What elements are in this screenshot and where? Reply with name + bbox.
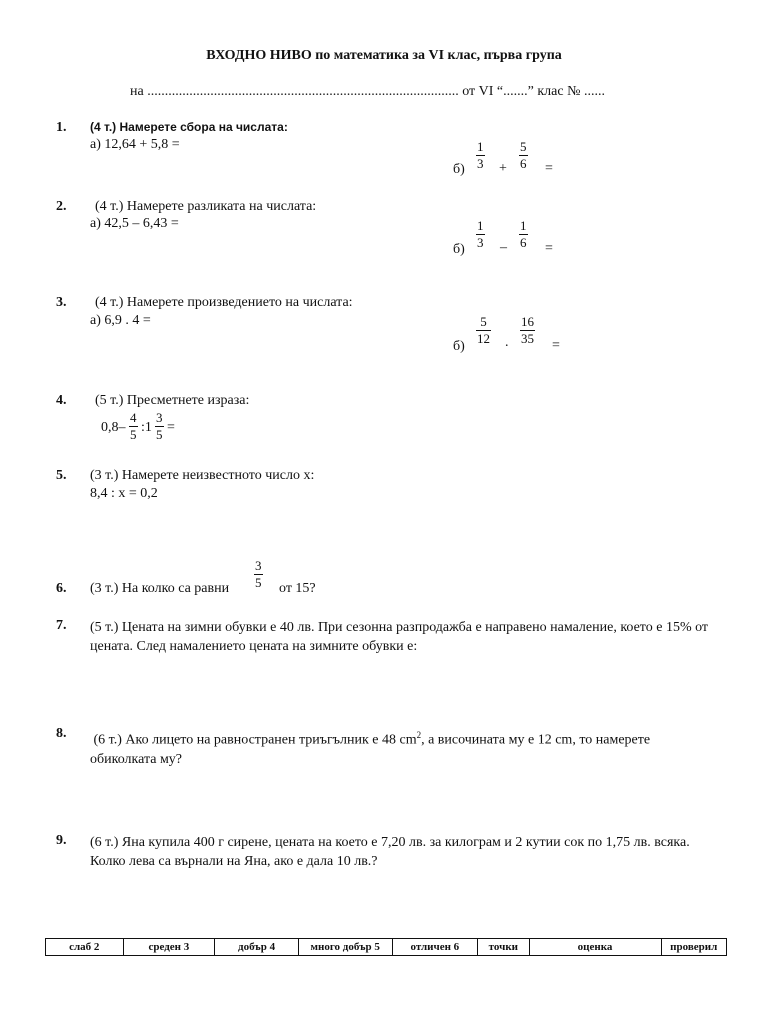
class-number-dots: ...... [583, 84, 605, 99]
task-part-b-label: б) [453, 242, 465, 257]
fraction [254, 558, 263, 591]
grade-cell: отличен 6 [392, 939, 478, 956]
task-number: 6. [56, 581, 67, 596]
grade-table [45, 938, 727, 956]
grade-cell: оценка [529, 939, 661, 956]
equals-sign: = [552, 338, 560, 353]
task-text: (4 т.) Намерете сбора на числата: [90, 120, 288, 134]
numerator: 5 [520, 139, 527, 154]
name-prefix: на [130, 84, 144, 99]
grade-cell: добър 4 [215, 939, 299, 956]
task-part-a: 8,4 : x = 0,2 [90, 486, 158, 501]
denominator: 5 [255, 575, 262, 590]
table-row [46, 939, 727, 956]
numerator: 1 [477, 139, 484, 154]
grade-cell: много добър 5 [298, 939, 392, 956]
task-number: 4. [56, 393, 67, 408]
denominator: 5 [156, 427, 163, 442]
expression-start: 0,8– [101, 420, 126, 435]
denominator: 35 [521, 331, 534, 346]
task-text: (3 т.) Намерете неизвестното число x: [90, 468, 315, 483]
task-number: 7. [56, 618, 67, 633]
task-number: 3. [56, 295, 67, 310]
task-text-part2: , а височината му е 12 cm, то намерете обиколката му? [90, 732, 651, 767]
numerator: 3 [156, 410, 163, 425]
equals-sign: = [167, 420, 175, 435]
denominator: 6 [520, 235, 527, 250]
grade-cell: среден 3 [123, 939, 215, 956]
page-title: ВХОДНО НИВО по математика за VI клас, първа група [206, 48, 562, 63]
operator: – [500, 240, 507, 255]
task-text: (4 т.) Намерете разликата на числата: [95, 199, 317, 214]
equals-sign: = [545, 241, 553, 256]
fraction [155, 410, 164, 443]
numerator: 4 [130, 410, 137, 425]
grade-cell: точки [478, 939, 529, 956]
task-number: 9. [56, 833, 67, 848]
numerator: 16 [521, 314, 534, 329]
task-part-b-label: б) [453, 162, 465, 177]
numerator: 5 [476, 314, 491, 331]
task-text: (6 т.) Яна купила 400 г сирене, цената на което е 7,20 лв. за килограм и 2 кутии сок по 1,75 лв. всяка. Колко лева са върнали на Яна, ако е дала 10 лв.? [90, 835, 690, 869]
task-text-part1: (6 т.) Ако лицето на равностранен триъгълник е 48 cm [93, 732, 417, 748]
denominator: 5 [130, 427, 137, 442]
task-text: (5 т.) Цената на зимни обувки е 40 лв. При сезонна разпродажба е направено намаление, което е 15% от цената. След намалението цената на зимните обувки е: [90, 620, 709, 654]
task-number: 5. [56, 468, 67, 483]
task-number: 8. [56, 726, 67, 741]
denominator: 3 [477, 235, 484, 250]
numerator: 1 [520, 218, 527, 233]
name-dots: ......................................................................................... [147, 84, 459, 99]
task-text: (4 т.) Намерете произведението на числата: [95, 295, 353, 310]
grade-cell: слаб 2 [46, 939, 124, 956]
expression-mid: :1 [141, 420, 152, 435]
denominator: 12 [477, 331, 490, 346]
fraction [476, 139, 485, 172]
task-part-a: а) 12,64 + 5,8 = [90, 137, 180, 152]
task-text-end: от 15? [279, 581, 316, 596]
task-part-b-label: б) [453, 339, 465, 354]
operator: + [499, 161, 507, 176]
task-number: 1. [56, 120, 67, 135]
grade-cell: проверил [661, 939, 727, 956]
task-part-a: а) 42,5 – 6,43 = [90, 216, 179, 231]
fraction [519, 139, 528, 172]
fraction [476, 218, 485, 251]
denominator: 3 [477, 156, 484, 171]
task-text: (5 т.) Пресметнете израза: [95, 393, 250, 408]
task-text [90, 726, 720, 769]
fraction [520, 314, 535, 347]
fraction [519, 218, 528, 251]
task-part-a: а) 6,9 . 4 = [90, 313, 151, 328]
fraction [129, 410, 138, 443]
name-line [130, 84, 605, 100]
superscript: 2 [416, 730, 422, 740]
equals-sign: = [545, 161, 553, 176]
numerator: 3 [255, 558, 262, 573]
numerator: 1 [477, 218, 484, 233]
task-number: 2. [56, 199, 67, 214]
class-text: от VI “.......” клас № [462, 84, 581, 99]
operator: . [505, 335, 509, 350]
task-text: (3 т.) На колко са равни [90, 581, 230, 596]
denominator: 6 [520, 156, 527, 171]
fraction [476, 314, 491, 347]
